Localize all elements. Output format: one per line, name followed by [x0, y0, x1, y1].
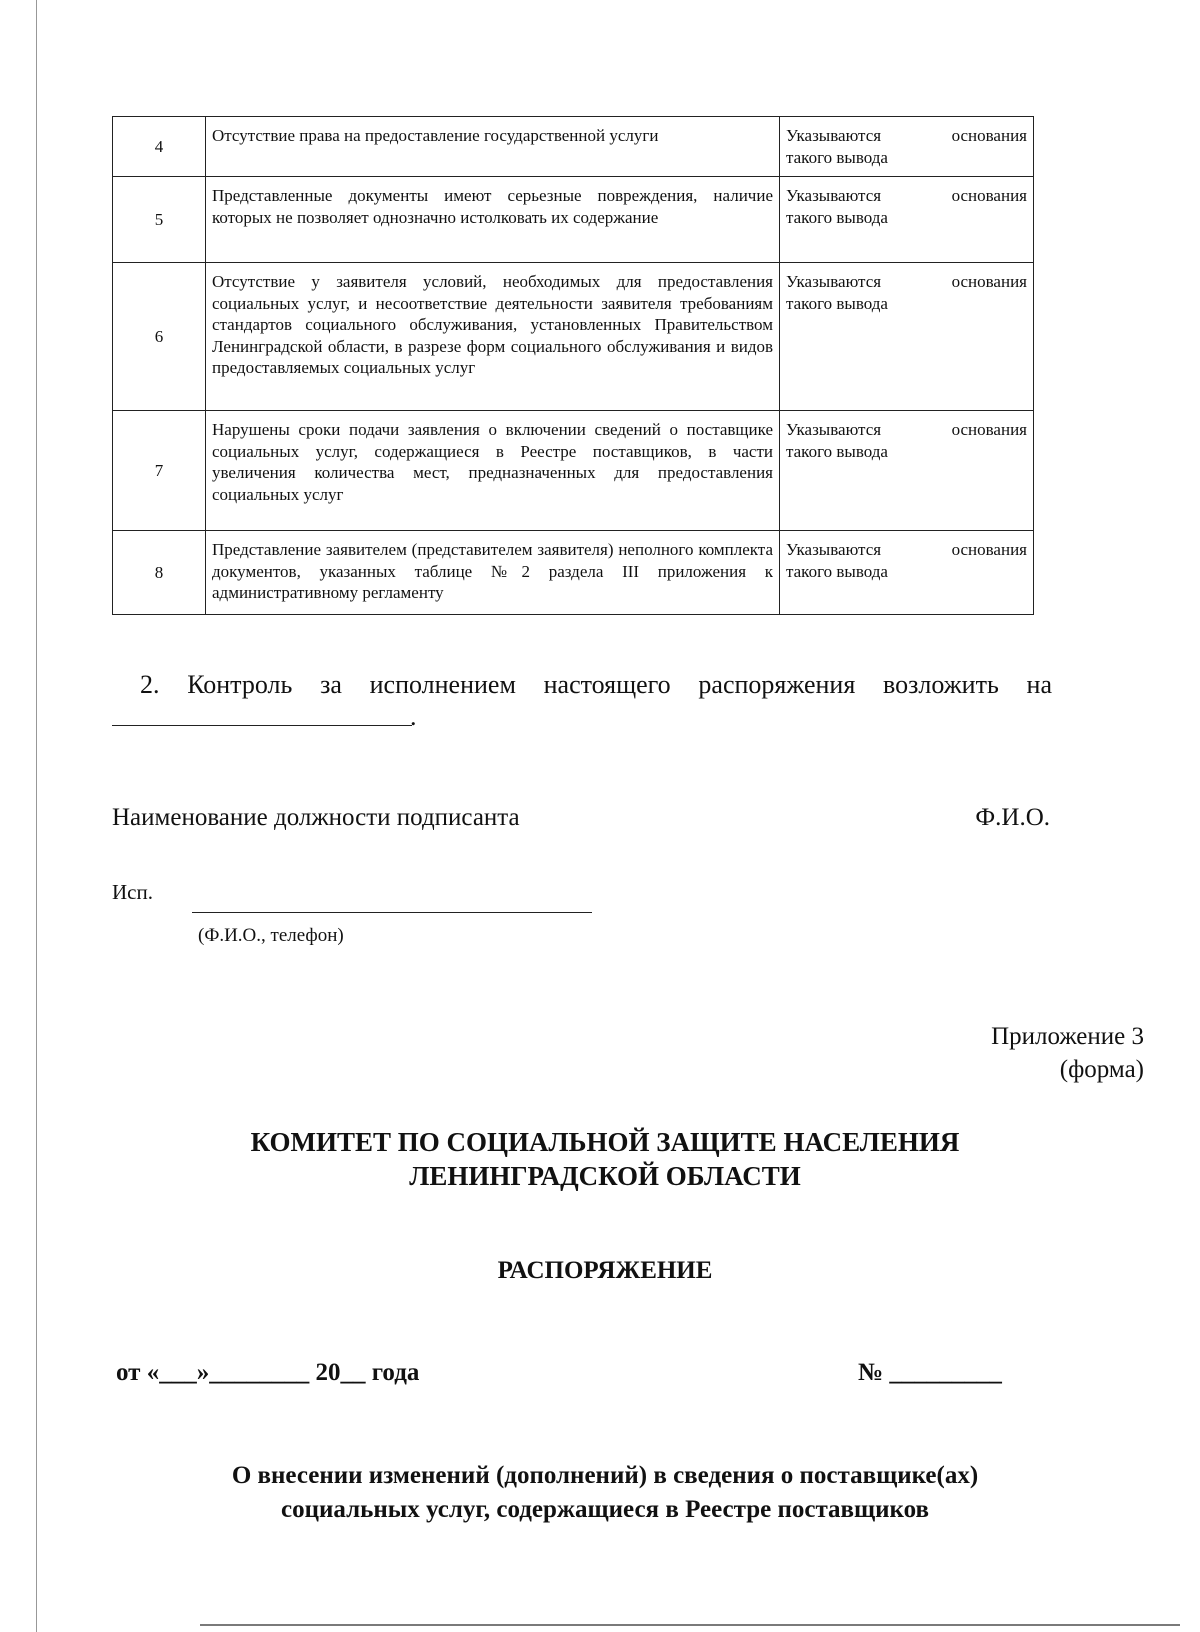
- executor-label: Исп.: [112, 880, 153, 904]
- row-result-line-2: такого вывода: [786, 293, 888, 313]
- committee-line-2: ЛЕНИНГРАДСКОЙ ОБЛАСТИ: [409, 1161, 801, 1191]
- scan-bottom-line: [200, 1624, 1180, 1626]
- row-result-line-2: такого вывода: [786, 561, 888, 581]
- row-result-word-1: Указываются: [786, 126, 882, 145]
- row-number: 8: [113, 531, 206, 615]
- row-result-line-1: [786, 125, 1027, 147]
- row-result-word-2: основания: [951, 126, 1027, 145]
- row-ground-text: Нарушены сроки подачи заявления о включении сведений о поставщике социальных услуг, содержащиеся в Реестре поставщиков, в части увеличения количества мест, предназначенных для предоставления социальных услуг: [206, 411, 780, 531]
- row-result-line-2: такого вывода: [786, 147, 888, 167]
- row-result-line-1: [786, 419, 1027, 441]
- row-result-word-1: Указываются: [786, 420, 882, 439]
- grounds-table: [112, 116, 1034, 615]
- order-number-line: № _________: [858, 1359, 1002, 1386]
- row-ground-text: Отсутствие у заявителя условий, необходимых для предоставления социальных услуг, и несоответствие деятельности заявителя требованиям стандартов социального обслуживания, установленных Правительством Ленинградской области, в разрезе форм социального обслуживания и видов предоставляемых социальных услуг: [206, 263, 780, 411]
- committee-line-1: КОМИТЕТ ПО СОЦИАЛЬНОЙ ЗАЩИТЕ НАСЕЛЕНИЯ: [250, 1127, 960, 1157]
- row-result-word-2: основания: [951, 272, 1027, 291]
- row-ground-text: Представление заявителем (представителем заявителя) неполного комплекта документов, указанных таблице №2 раздела III приложения к административному регламенту: [206, 531, 780, 615]
- order-title: РАСПОРЯЖЕНИЕ: [497, 1257, 713, 1284]
- row-result-word-1: Указываются: [786, 186, 882, 205]
- row-result-line-2: такого вывода: [786, 441, 888, 461]
- grounds-table-body: [113, 117, 1034, 615]
- row-result-line-1: [786, 271, 1027, 293]
- row-result-word-2: основания: [951, 420, 1027, 439]
- row-result-line-1: [786, 185, 1027, 207]
- signatory-fio: Ф.И.О.: [975, 804, 1050, 831]
- row-ground-text: Отсутствие права на предоставление государственной услуги: [206, 117, 780, 177]
- responsible-person-blank: [112, 724, 412, 726]
- row-result-word-2: основания: [951, 540, 1027, 559]
- row-result: [780, 411, 1034, 531]
- appendix-label: [991, 1020, 1144, 1086]
- executor-hint: (Ф.И.О., телефон): [198, 925, 344, 946]
- row-ground-text: Представленные документы имеют серьезные повреждения, наличие которых не позволяет однозначно истолковать их содержание: [206, 177, 780, 263]
- appendix-form: (форма): [1059, 1056, 1144, 1083]
- committee-heading: [0, 1125, 1200, 1193]
- order-subject: [0, 1459, 1200, 1527]
- table-row: [113, 411, 1034, 531]
- executor-blank: [192, 912, 592, 913]
- subject-line-2: социальных услуг, содержащиеся в Реестре поставщиков: [280, 1496, 930, 1523]
- row-result: [780, 177, 1034, 263]
- row-result-line-2: такого вывода: [786, 207, 888, 227]
- order-date-line: от «___»________ 20__ года: [116, 1359, 420, 1386]
- subject-line-1: О внесении изменений (дополнений) в сведения о поставщике(ах): [231, 1462, 979, 1489]
- table-row: [113, 531, 1034, 615]
- table-row: [113, 117, 1034, 177]
- row-result: [780, 531, 1034, 615]
- row-result: [780, 263, 1034, 411]
- appendix-number: Приложение 3: [991, 1023, 1144, 1050]
- row-number: 7: [113, 411, 206, 531]
- signatory-position: Наименование должности подписанта: [112, 804, 520, 831]
- row-number: 5: [113, 177, 206, 263]
- paragraph-2-end: .: [410, 702, 417, 731]
- table-row: [113, 177, 1034, 263]
- row-result-word-1: Указываются: [786, 272, 882, 291]
- scan-edge-line: [36, 0, 37, 1632]
- row-number: 6: [113, 263, 206, 411]
- row-result-word-2: основания: [951, 186, 1027, 205]
- row-result: [780, 117, 1034, 177]
- table-row: [113, 263, 1034, 411]
- row-number: 4: [113, 117, 206, 177]
- paragraph-2: 2. Контроль за исполнением настоящего распоряжения возложить на: [140, 670, 1052, 699]
- row-result-word-1: Указываются: [786, 540, 882, 559]
- row-result-line-1: [786, 539, 1027, 561]
